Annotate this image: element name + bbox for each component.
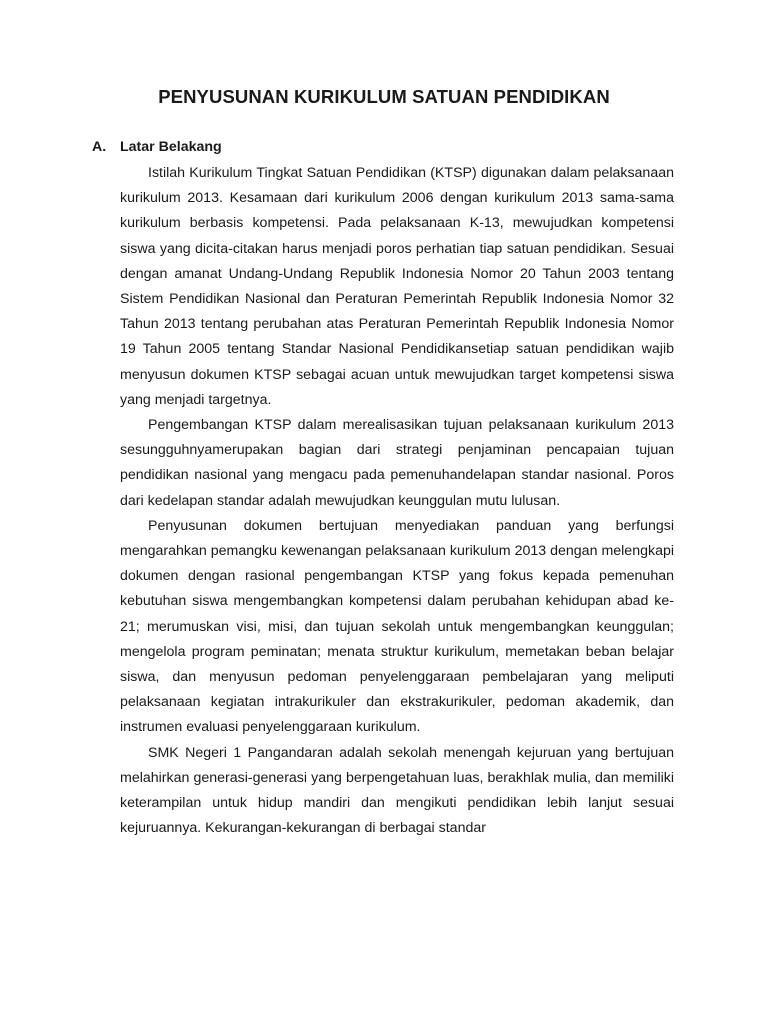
paragraph: Pengembangan KTSP dalam merealisasikan tujuan pelaksanaan kurikulum 2013 sesungguhnyamerupakan bagian dari strategi penjaminan pencapaian tujuan pendidikan nasional yang mengacu pada pemenuhandelapan standar nasional. Poros dari kedelapan standar adalah mewujudkan keunggulan mutu lulusan.: [120, 417, 674, 509]
section-body: [120, 161, 674, 841]
paragraph: Penyusunan dokumen bertujuan menyediakan panduan yang berfungsi mengarahkan pemangku kewenangan pelaksanaan kurikulum 2013 dengan melengkapi dokumen dengan rasional pengembangan KTSP yang fokus kepada pemenuhan kebutuhan siswa mengembangkan kompetensi dalam perubahan kehidupan abad ke-21; merumuskan visi, misi, dan tujuan sekolah untuk mengembangkan keunggulan; mengelola program peminatan; menata struktur kurikulum, memetakan beban belajar siswa, dan menyusun pedoman penyelenggaraan pembelajaran yang meliputi pelaksanaan kegiatan intrakurikuler dan ekstrakurikuler, pedoman akademik, dan instrumen evaluasi penyelenggaraan kurikulum.: [120, 517, 674, 736]
section-heading-text: Latar Belakang: [120, 139, 222, 155]
paragraph: SMK Negeri 1 Pangandaran adalah sekolah menengah kejuruan yang bertujuan melahirkan generasi-generasi yang berpengetahuan luas, berakhlak mulia, dan memiliki keterampilan untuk hidup mandiri dan mengikuti pendidikan lebih lanjut sesuai kejuruannya. Kekurangan-kekurangan di berbagai standar: [120, 744, 674, 837]
document-title: PENYUSUNAN KURIKULUM SATUAN PENDIDIKAN: [158, 86, 610, 107]
section-letter: A.: [92, 139, 107, 155]
paragraph: Istilah Kurikulum Tingkat Satuan Pendidikan (KTSP) digunakan dalam pelaksanaan kurikulum 2013. Kesamaan dari kurikulum 2006 dengan kurikulum 2013 sama-sama kurikulum berbasis kompetensi. Pada pelaksanaan K-13, mewujudkan kompetensi siswa yang dicita-citakan harus menjadi poros perhatian tiap satuan pendidikan. Sesuai dengan amanat Undang-Undang Republik Indonesia Nomor 20 Tahun 2003 tentang Sistem Pendidikan Nasional dan Peraturan Pemerintah Republik Indonesia Nomor 32 Tahun 2013 tentang perubahan atas Peraturan Pemerintah Republik Indonesia Nomor 19 Tahun 2005 tentang Standar Nasional Pendidikansetiap satuan pendidikan wajib menyusun dokumen KTSP sebagai acuan untuk mewujudkan target kompetensi siswa yang menjadi targetnya.: [120, 165, 674, 408]
section-heading: [92, 139, 222, 155]
